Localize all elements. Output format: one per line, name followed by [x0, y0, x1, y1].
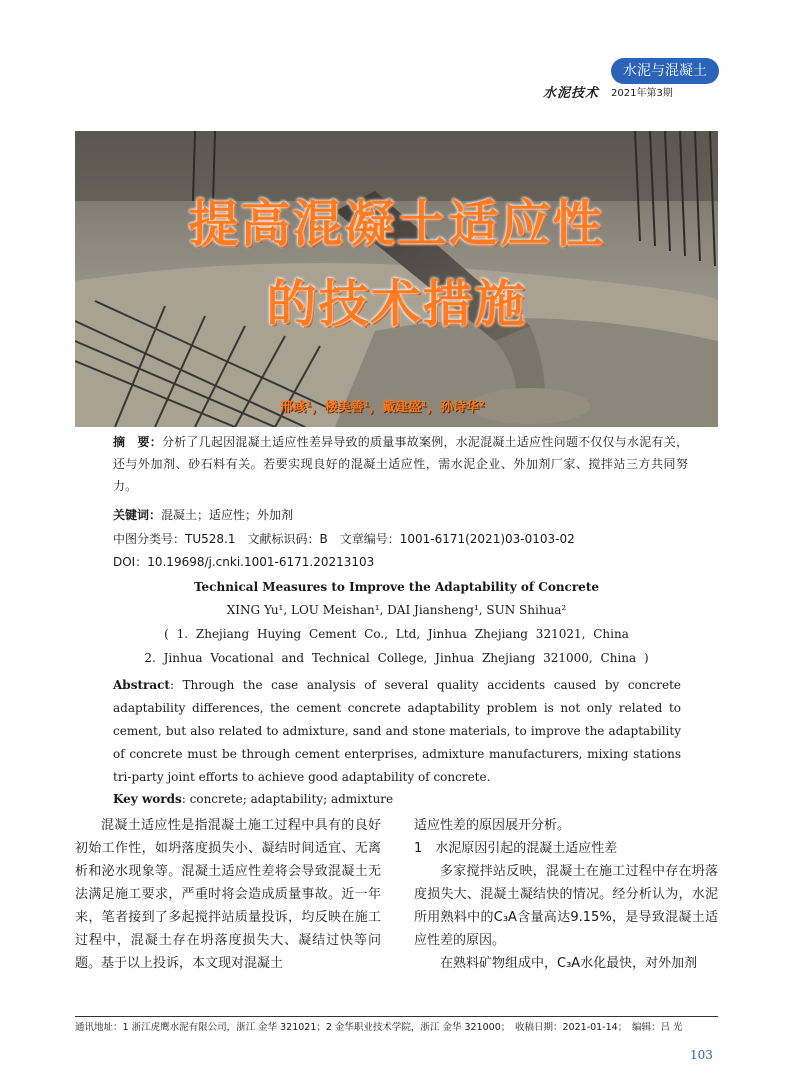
keywords-zh — [113, 506, 293, 523]
section-badge: 水泥与混凝土 — [611, 58, 719, 84]
abstract-en-label: Abstract — [113, 678, 170, 692]
doi-line: DOI：10.19698/j.cnki.1001-6171.20213103 — [113, 555, 375, 569]
authors-zh: 邢彧¹，楼美善¹，戴建盛¹，孙诗华² — [280, 400, 485, 415]
body-paragraph: 在熟料矿物组成中，C₃A水化最快，对外加剂 — [440, 956, 698, 971]
keywords-en-label: Key words — [113, 792, 182, 806]
keywords-zh-text: 混凝土；适应性；外加剂 — [161, 508, 294, 522]
body-paragraph: 适应性差的原因展开分析。 — [414, 818, 571, 833]
abstract-zh-label: 摘 要： — [113, 435, 162, 449]
keywords-en-text: : concrete; adaptability; admixture — [181, 792, 394, 806]
english-title: Technical Measures to Improve the Adaptability of Concrete — [193, 580, 599, 594]
body-left-column — [75, 814, 381, 975]
body-paragraph: 多家搅拌站反映，混凝土在施工过程中存在坍落度损失大、混凝土凝结快的情况。经分析认为，水泥所用熟料中的C₃A含量高达9.15%，是导致混凝土适应性差的原因。 — [414, 864, 718, 948]
keywords-en — [113, 792, 393, 806]
body-right-column — [414, 814, 718, 975]
footer-note: 通讯地址：1 浙江虎鹰水泥有限公司，浙江 金华 321021；2 金华职业技术学院，浙江 金华 321000； 收稿日期：2021-01-14； 编辑：吕 光 — [75, 1022, 683, 1033]
classification-line: 中图分类号：TU528.1 文献标识码：B 文章编号：1001-6171(2021)03-0103-02 — [113, 532, 575, 546]
abstract-zh — [113, 431, 688, 497]
abstract-en-text: : Through the case analysis of several quality accidents caused by concrete adaptability differences, the cement concrete adaptability problem is not only related to cement, but also related to admixture, sand and stone materials, to improve the adaptability of concrete must be through cement enterprises, admixture manufacturers, mixing stations tri-party joint efforts to achieve good adaptability of concrete. — [113, 678, 681, 784]
abstract-en — [113, 674, 681, 789]
page-number: 103 — [690, 1048, 713, 1062]
article-title-line1: 提高混凝土适应性 — [188, 195, 605, 253]
english-authors: XING Yu¹, LOU Meishan¹, DAI Jiansheng¹, SUN Shihua² — [226, 603, 567, 617]
issue-label: 2021年第3期 — [611, 88, 673, 99]
section-heading: 1 水泥原因引起的混凝土适应性差 — [414, 841, 618, 856]
article-title-line2: 的技术措施 — [266, 275, 527, 333]
affiliation-2: 2. Jinhua Vocational and Technical College, Jinhua Zhejiang 321000, China ) — [144, 651, 649, 665]
keywords-zh-label: 关键词： — [113, 508, 162, 522]
body-paragraph: 混凝土适应性是指混凝土施工过程中具有的良好初始工作性，如坍落度损失小、凝结时间适宜、无离析和泌水现象等。混凝土适应性差将会导致混凝土无法满足施工要求，严重时将会造成质量事故。近一年来，笔者接到了多起搅拌站质量投诉，均反映在施工过程中，混凝土存在坍落度损失大、凝结过快等问题。基于以上投诉，本文现对混凝土 — [75, 818, 381, 971]
affiliation-1: ( 1. Zhejiang Huying Cement Co., Ltd, Jinhua Zhejiang 321021, China — [164, 627, 629, 641]
abstract-zh-text: 分析了几起因混凝土适应性差异导致的质量事故案例，水泥混凝土适应性问题不仅仅与水泥有关，还与外加剂、砂石料有关。若要实现良好的混凝土适应性，需水泥企业、外加剂厂家、搅拌站三方共同努力。 — [113, 435, 688, 493]
journal-name: 水泥技术 — [543, 86, 600, 101]
footer-divider — [75, 1016, 718, 1017]
